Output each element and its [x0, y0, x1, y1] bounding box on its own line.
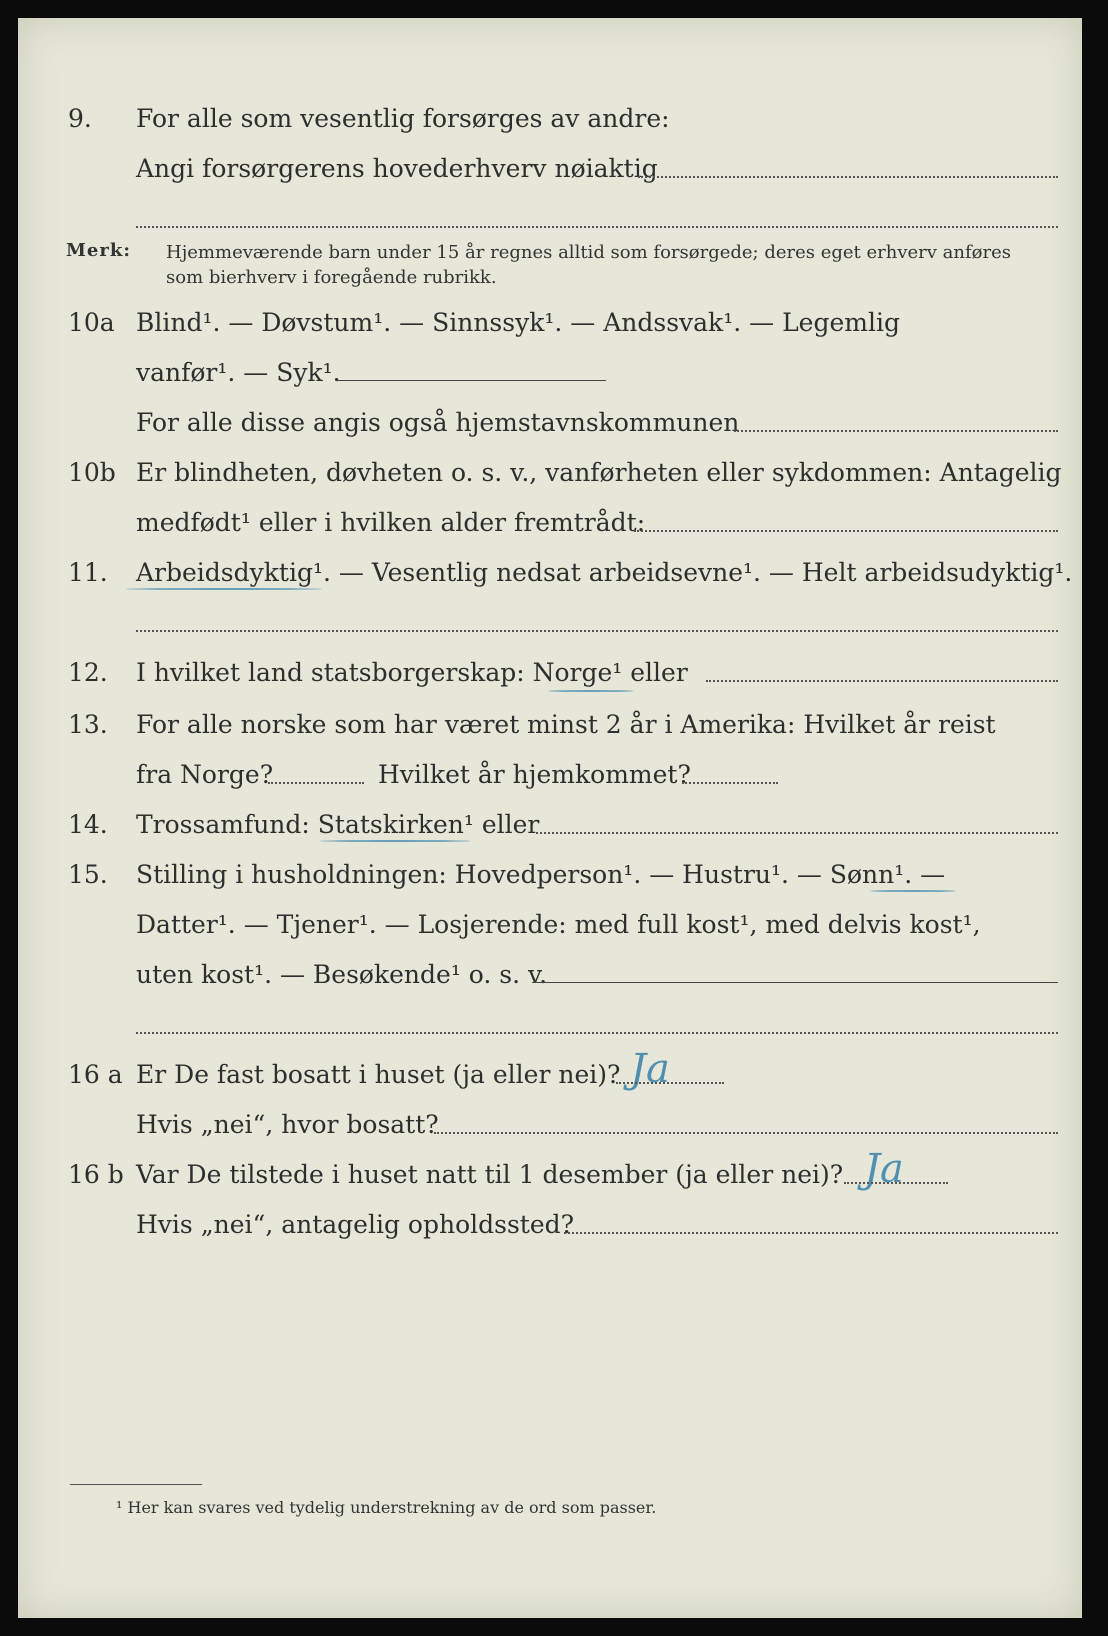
question-number: 12. — [68, 658, 108, 687]
question-15 — [18, 860, 1082, 894]
answer-line-16a-b[interactable] — [434, 1132, 1058, 1134]
answer-line-10a-b[interactable] — [734, 430, 1058, 432]
question-number: 9. — [68, 104, 92, 133]
question-text: Er blindheten, døvheten o. s. v., vanførheten eller sykdommen: Antagelig — [136, 458, 1062, 487]
answer-underline-arbeidsdyktig — [126, 588, 322, 590]
handwritten-answer-16a: Ja — [630, 1046, 670, 1092]
question-10a-line3 — [18, 408, 1082, 442]
question-text: For alle norske som har været minst 2 år i Amerika: Hvilket år reist — [136, 710, 996, 739]
question-9-line2 — [18, 154, 1082, 188]
question-text: For alle som vesentlig forsørges av andre: — [136, 104, 670, 133]
answer-line-13b[interactable] — [682, 782, 778, 784]
question-14 — [18, 810, 1082, 844]
question-13 — [18, 710, 1082, 744]
question-16a — [18, 1060, 1082, 1094]
question-text: Var De tilstede i huset natt til 1 desember (ja eller nei)? — [136, 1160, 844, 1189]
merk-label: Merk: — [66, 240, 131, 261]
question-number: 16 a — [68, 1060, 123, 1089]
question-number: 13. — [68, 710, 108, 739]
answer-line-16b-b[interactable] — [564, 1232, 1058, 1234]
question-text: medfødt¹ eller i hvilken alder fremtrådt: — [136, 508, 646, 537]
question-text: Blind¹. — Døvstum¹. — Sinnssyk¹. — Andssvak¹. — Legemlig — [136, 308, 900, 337]
question-number: 14. — [68, 810, 108, 839]
question-13-line2 — [18, 760, 1082, 794]
answer-underline-statskirken — [320, 840, 470, 842]
question-text: uten kost¹. — Besøkende¹ o. s. v. — [136, 960, 548, 989]
question-16b — [18, 1160, 1082, 1194]
question-text: vanfør¹. — Syk¹. — [136, 358, 341, 387]
question-16a-line2 — [18, 1110, 1082, 1144]
answer-line-14[interactable] — [536, 832, 1058, 834]
question-number: 15. — [68, 860, 108, 889]
footnote-rule — [70, 1484, 202, 1485]
answer-line-15[interactable] — [532, 982, 1058, 983]
question-10a — [18, 308, 1082, 342]
question-number: 10b — [68, 458, 116, 487]
question-15-line2 — [18, 910, 1082, 944]
question-10a-line2 — [18, 358, 1082, 392]
question-text: fra Norge? — [136, 760, 274, 789]
handwritten-answer-16b: Ja — [864, 1146, 904, 1192]
census-form-page — [18, 18, 1082, 1618]
answer-line-10a[interactable] — [336, 380, 606, 381]
answer-line-16b[interactable] — [844, 1182, 948, 1184]
question-text: Stilling i husholdningen: Hovedperson¹. — Hustru¹. — Sønn¹. — — [136, 860, 946, 889]
answer-underline-sonn — [870, 890, 956, 892]
question-number: 16 b — [68, 1160, 124, 1189]
question-text: Hvis „nei“, antagelig opholdssted? — [136, 1210, 575, 1239]
question-16b-line2 — [18, 1210, 1082, 1244]
question-15-line3 — [18, 960, 1082, 994]
footnote: ¹ Her kan svares ved tydelig understrekning av de ord som passer. — [116, 1498, 657, 1517]
answer-line-16a[interactable] — [616, 1082, 724, 1084]
question-text: Hvis „nei“, hvor bosatt? — [136, 1110, 439, 1139]
answer-underline-norge — [548, 690, 634, 692]
question-text: Datter¹. — Tjener¹. — Losjerende: med full kost¹, med delvis kost¹, — [136, 910, 981, 939]
merk-text: Hjemmeværende barn under 15 år regnes alltid som forsørgede; deres eget erhverv anføres som bierhverv i foregående rubrikk. — [166, 242, 1011, 288]
answer-line-15b[interactable] — [136, 1032, 1058, 1034]
question-number: 11. — [68, 558, 108, 587]
question-number: 10a — [68, 308, 115, 337]
question-text: For alle disse angis også hjemstavnskommunen — [136, 408, 740, 437]
question-text: I hvilket land statsborgerskap: Norge¹ eller — [136, 658, 688, 687]
question-text: Er De fast bosatt i huset (ja eller nei)? — [136, 1060, 621, 1089]
answer-line-11[interactable] — [136, 630, 1058, 632]
answer-line-9b[interactable] — [136, 226, 1058, 228]
question-text: Angi forsørgerens hovederhverv nøiaktig — [136, 154, 658, 183]
answer-line-12[interactable] — [706, 680, 1058, 682]
question-10b-line2 — [18, 508, 1082, 542]
question-11 — [18, 558, 1082, 592]
answer-line-10b[interactable] — [634, 530, 1058, 532]
question-text: Hvilket år hjemkommet? — [378, 760, 691, 789]
question-text: Trossamfund: Statskirken¹ eller — [136, 810, 540, 839]
answer-line-9[interactable] — [638, 176, 1058, 178]
question-9 — [18, 104, 1082, 138]
question-text: Arbeidsdyktig¹. — Vesentlig nedsat arbeidsevne¹. — Helt arbeidsudyktig¹. — [136, 558, 1073, 587]
question-10b — [18, 458, 1082, 492]
question-12 — [18, 658, 1082, 692]
answer-line-13a[interactable] — [268, 782, 364, 784]
